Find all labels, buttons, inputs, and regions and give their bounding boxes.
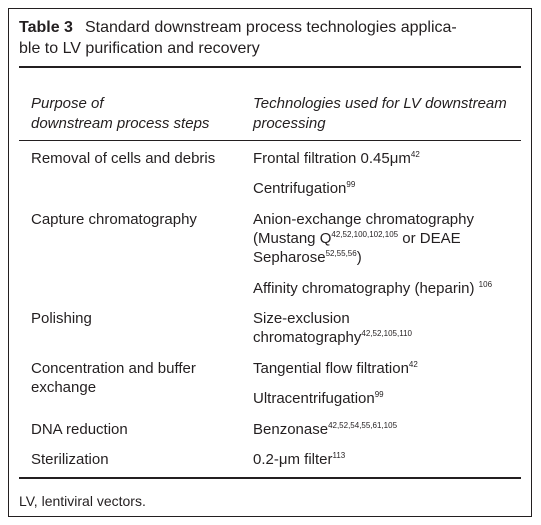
technology-cell — [253, 450, 521, 469]
technology-cell — [253, 210, 521, 267]
footer-rule — [19, 477, 521, 479]
technology-text: or DEAE — [398, 230, 461, 247]
technology-cell — [253, 179, 521, 198]
technology-text-line-3 — [253, 248, 521, 267]
reference-superscript: 42 — [410, 150, 420, 159]
header-purpose-line-2: downstream process steps — [31, 115, 210, 132]
caption-title-part-2: ble to LV purification and recovery — [19, 40, 260, 57]
technology-text: Affinity chromatography (heparin) — [253, 280, 479, 297]
technology-text: Frontal filtration 0.45μm — [253, 150, 411, 167]
technology-cell — [253, 359, 521, 378]
purpose-cell: Capture chromatography — [31, 211, 197, 228]
reference-superscript: 99 — [374, 390, 384, 399]
technology-cell — [253, 279, 521, 298]
technology-text-line-2 — [253, 229, 521, 248]
technology-text: Centrifugation — [253, 180, 347, 197]
header-rule — [19, 140, 521, 141]
header-purpose-line-1: Purpose of — [31, 95, 104, 112]
caption-rule — [19, 66, 521, 68]
technology-cell — [253, 149, 521, 168]
purpose-line-2: exchange — [31, 379, 97, 396]
technology-text: Benzonase — [253, 421, 329, 438]
purpose-cell — [31, 359, 241, 397]
table-frame — [8, 8, 532, 517]
purpose-cell: Polishing — [31, 310, 92, 327]
technology-text-line-2 — [253, 328, 521, 347]
technology-text: Anion-exchange chromatography — [253, 211, 474, 228]
purpose-cell: DNA reduction — [31, 421, 128, 438]
header-purpose — [31, 94, 241, 134]
technology-cell — [253, 389, 521, 408]
table-footnote: LV, lentiviral vectors. — [19, 493, 146, 509]
technology-text: Ultracentrifugation — [253, 390, 375, 407]
technology-text: ) — [356, 249, 362, 266]
reference-superscript: 42,52,54,55,61,105 — [328, 421, 398, 430]
reference-superscript: 52,55,56 — [325, 249, 357, 258]
technology-text: Size-exclusion — [253, 310, 350, 327]
header-technologies-line-1: Technologies used for LV downstream — [253, 95, 507, 112]
reference-superscript: 42,52,100,102,105 — [331, 230, 399, 239]
technology-text: chromatography — [253, 329, 362, 346]
reference-superscript: 42 — [408, 360, 418, 369]
purpose-line-1: Concentration and buffer — [31, 360, 196, 377]
technology-text: Sepharose — [253, 249, 326, 266]
header-technologies — [253, 94, 521, 134]
caption-line-1 — [19, 17, 509, 38]
reference-superscript: 99 — [346, 180, 356, 189]
reference-superscript: 113 — [332, 451, 346, 460]
purpose-cell: Sterilization — [31, 451, 109, 468]
technology-text: (Mustang Q — [253, 230, 332, 247]
reference-superscript: 42,52,105,110 — [361, 329, 412, 338]
reference-superscript: 106 — [478, 280, 493, 289]
technology-text: 0.2-μm filter — [253, 451, 333, 468]
technology-cell — [253, 420, 521, 439]
table-caption — [19, 17, 509, 59]
header-technologies-line-2: processing — [253, 115, 326, 132]
table-label: Table 3 — [19, 19, 73, 36]
caption-title-part-1: Standard downstream process technologies applica- — [84, 19, 457, 36]
purpose-cell: Removal of cells and debris — [31, 150, 216, 167]
technology-text: Tangential flow filtration — [253, 360, 409, 377]
technology-cell — [253, 309, 521, 347]
